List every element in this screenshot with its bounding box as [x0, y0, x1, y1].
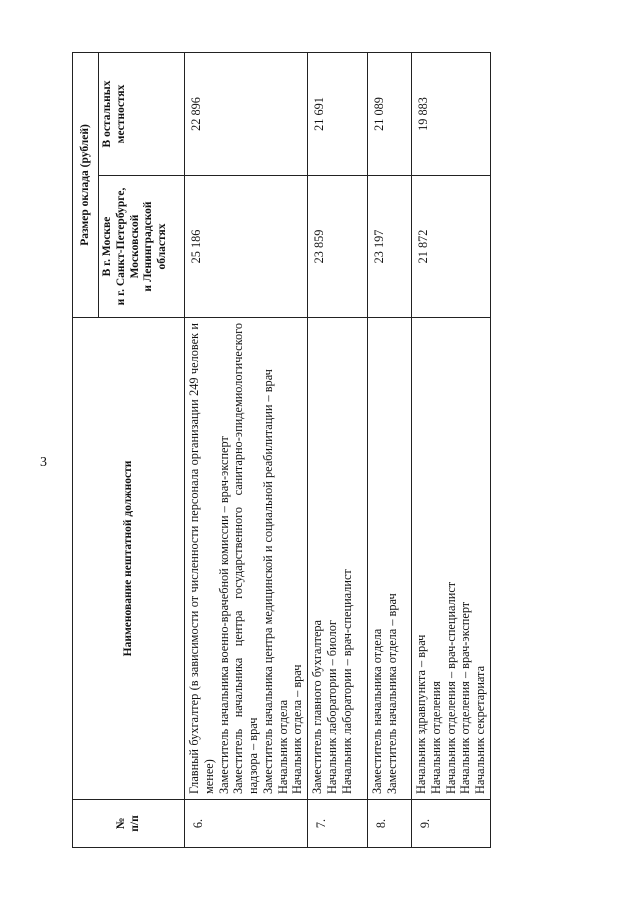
position-list: [368, 318, 412, 800]
position-item: Начальник лаборатории – врач-специалист: [339, 569, 354, 794]
salary-moscow: 25 186: [185, 176, 308, 318]
salary-table-rotated: [72, 53, 487, 848]
salary-other: 21 089: [368, 52, 412, 175]
position-item: Начальник здравпункта – врач: [414, 634, 428, 794]
position-item: Заместитель начальника отдела: [370, 628, 384, 794]
position-item: Начальник отделения: [428, 681, 443, 794]
position-item: Начальник отделения – врач-эксперт: [458, 601, 473, 794]
salary-table: [72, 52, 491, 848]
salary-other: 19 883: [412, 52, 491, 175]
position-list: [412, 318, 491, 800]
salary-moscow: 23 197: [368, 176, 412, 318]
salary-moscow: 23 859: [308, 176, 368, 318]
salary-other: 21 691: [308, 52, 368, 175]
header-other: В остальных местностях: [99, 52, 185, 175]
row-number: 7.: [308, 800, 368, 848]
position-item: Заместитель главного бухгалтера: [310, 619, 324, 794]
position-item: Начальник секретариата: [473, 665, 487, 794]
header-salary: Размер оклада (рублей): [73, 52, 99, 317]
row-number: 9.: [412, 800, 491, 848]
table-row: [412, 52, 491, 847]
table-row: [368, 52, 412, 847]
salary-moscow: 21 872: [412, 176, 491, 318]
position-list: [185, 318, 308, 800]
table-row: [185, 52, 308, 847]
position-item: Главный бухгалтер (в зависимости от численности персонала организации 249 человек и менее): [187, 323, 216, 794]
position-item: Заместитель начальника центра государственного санитарно-эпидемиологического надзора – врач: [231, 323, 260, 794]
table-row: [308, 52, 368, 847]
position-item: Заместитель начальника отдела – врач: [384, 593, 399, 794]
position-item: Заместитель начальника военно-врачебной комиссии – врач-эксперт: [216, 436, 231, 794]
header-position: Наименование нештатной должности: [73, 318, 185, 800]
header-moscow: В г. Москве и г. Санкт-Петербурге, Московской и Ленинградской областях: [99, 176, 185, 318]
position-item: Заместитель начальника центра медицинской и социальной реабилитации – врач: [260, 369, 275, 794]
salary-other: 22 896: [185, 52, 308, 175]
row-number: 8.: [368, 800, 412, 848]
position-item: Начальник отдела – врач: [290, 664, 305, 794]
position-item: Начальник отдела: [275, 699, 290, 794]
header-num: № п/п: [73, 800, 185, 848]
position-list: [308, 318, 368, 800]
position-item: Начальник лаборатории – биолог: [324, 620, 339, 794]
position-item: Начальник отделения – врач-специалист: [443, 581, 458, 794]
row-number: 6.: [185, 800, 308, 848]
page-number: 3: [40, 455, 47, 470]
